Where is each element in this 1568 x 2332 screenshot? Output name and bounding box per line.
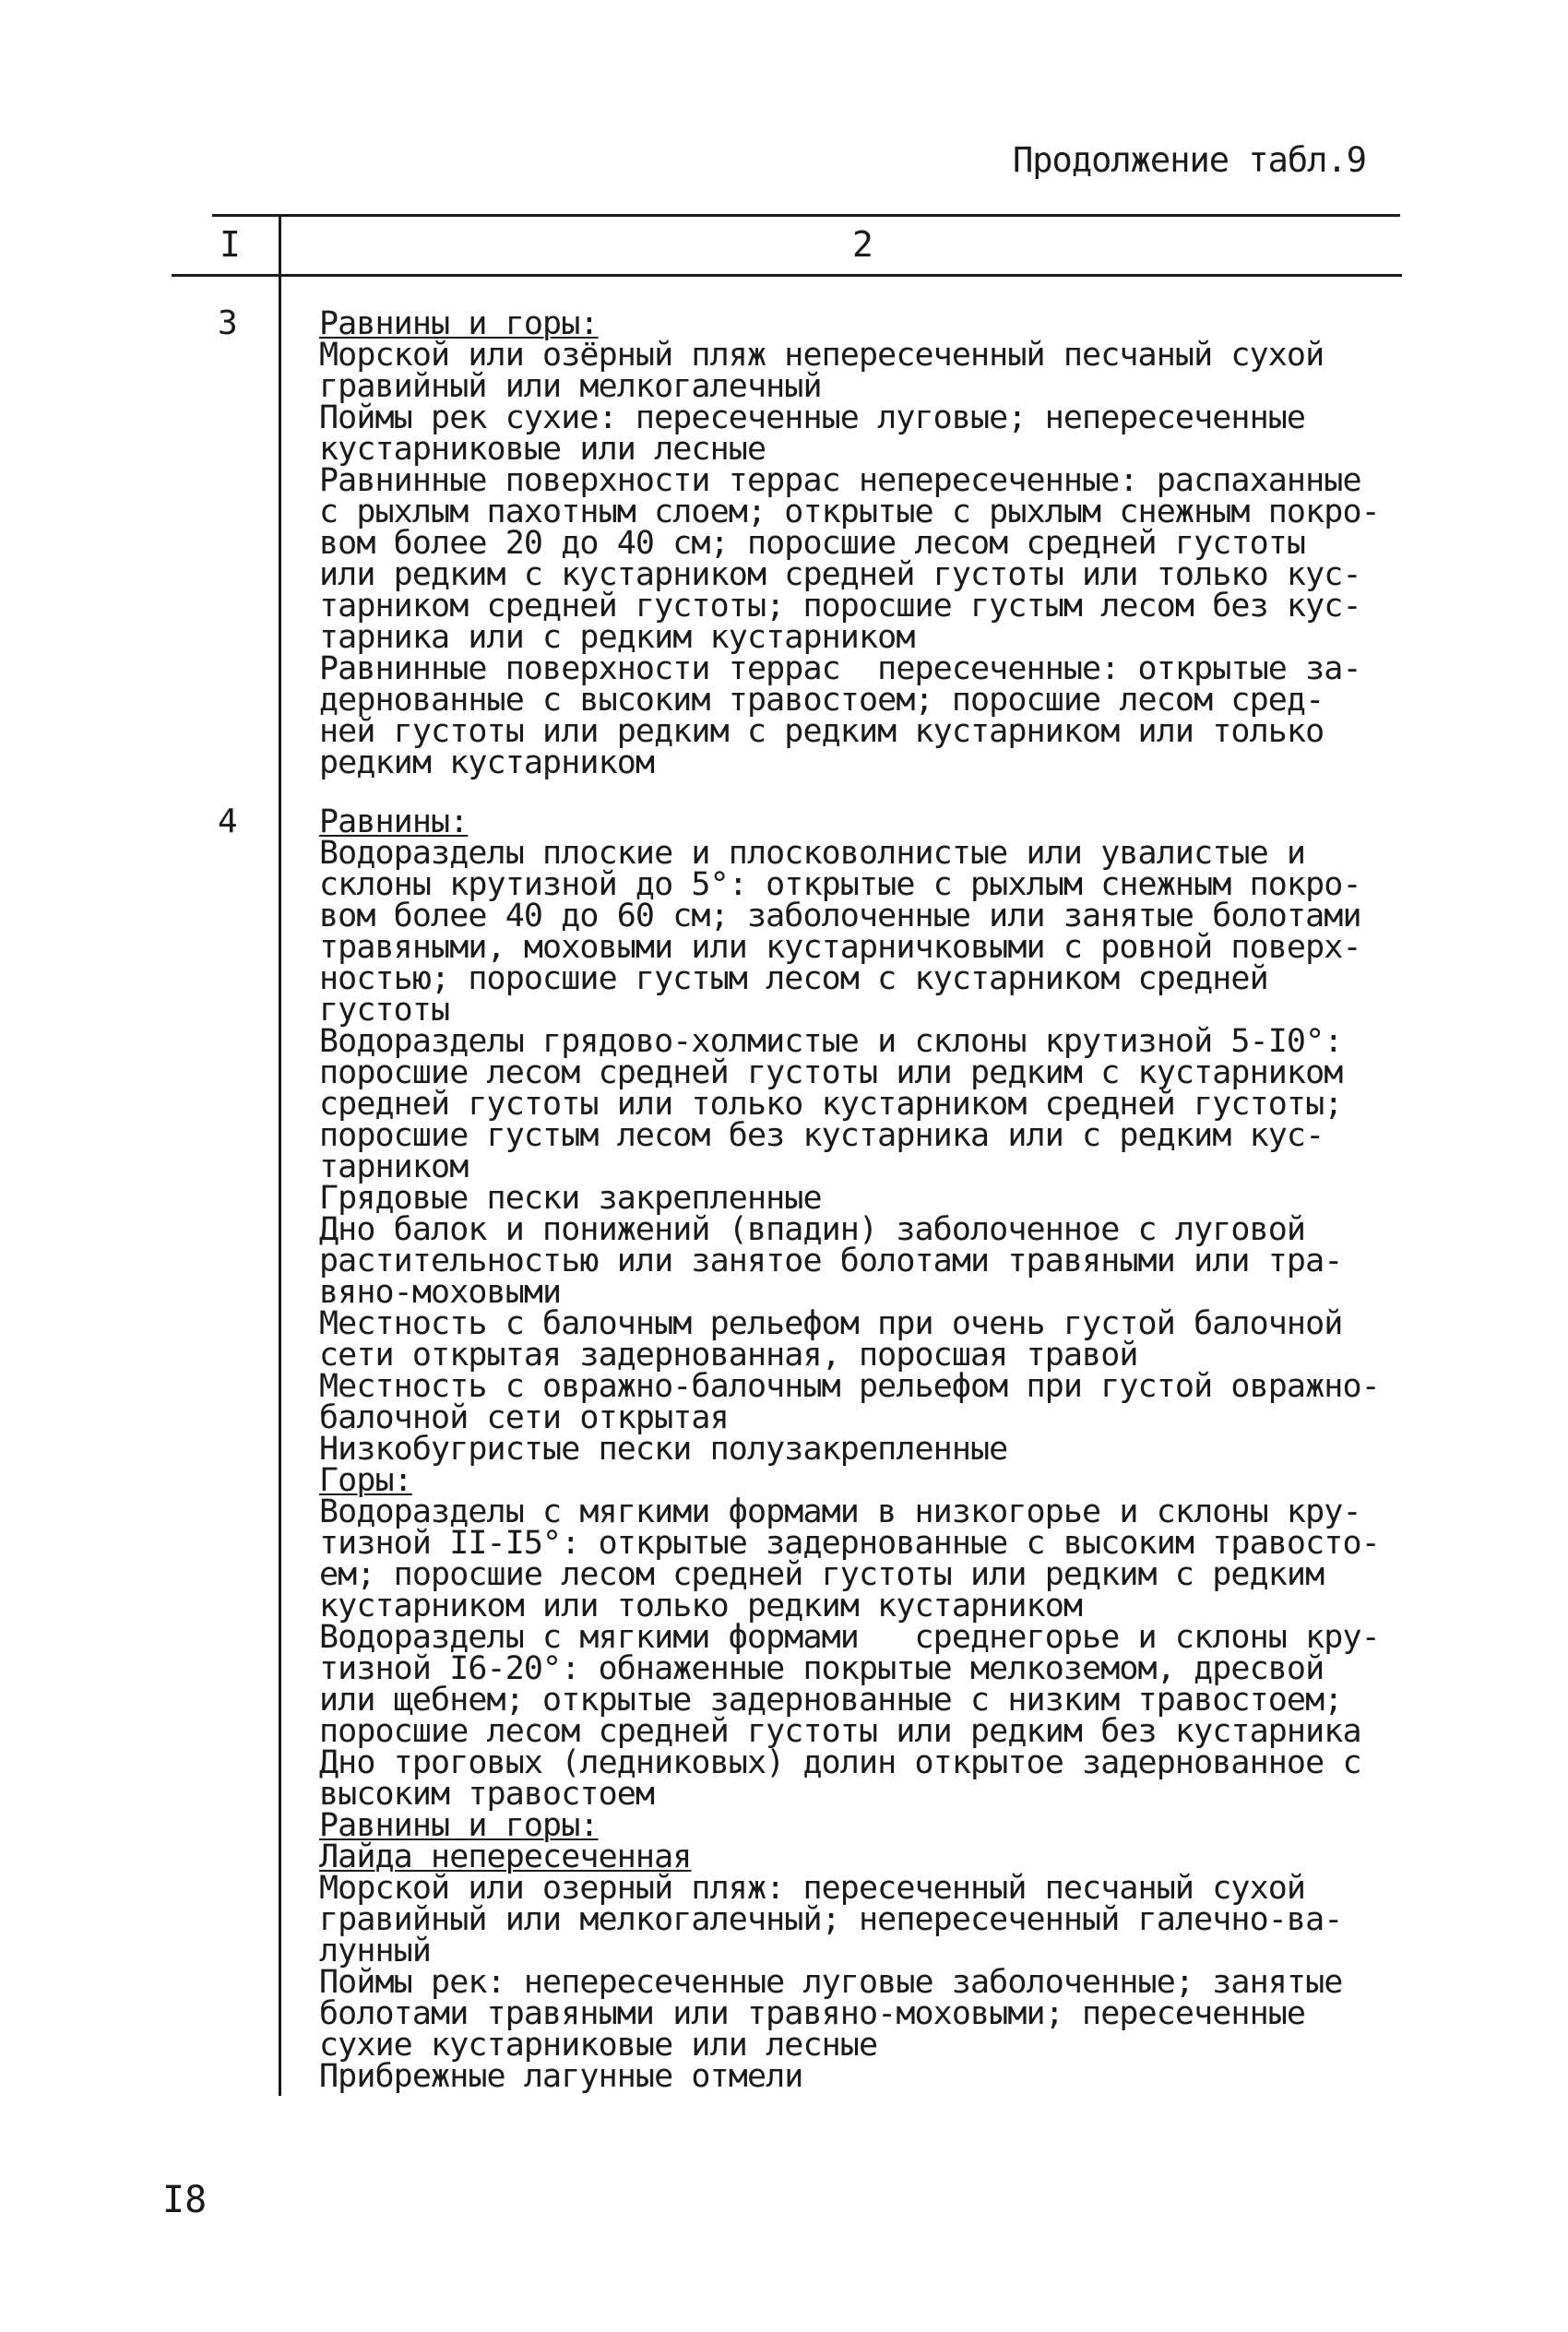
column-divider [279,214,281,2096]
description-line: гравийный или мелкогалечный; непересеченный галечно-ва- [319,1901,1343,1938]
table-top-rule [212,214,1400,217]
description-line: Поймы рек сухие: пересеченные луговые; непересеченные [319,399,1306,436]
row-description-block [319,305,1412,781]
description-line: Морской или озерный пляж: пересеченный песчаный сухой [319,1870,1306,1907]
description-line: дернованные с высоким травостоем; поросшие лесом сред- [319,682,1324,719]
description-line: Низкобугристые пески полузакрепленные [319,1431,1008,1468]
description-line: растительностью или занятое болотами травяными или тра- [319,1243,1343,1279]
description-line: Грядовые пески закрепленные [319,1180,822,1217]
description-line: поросшие лесом средней густоты или редким без кустарника [319,1713,1361,1750]
description-line: Прибрежные лагунные отмели [319,2058,803,2095]
description-line: балочной сети открытая [319,1399,729,1436]
description-line: или редким с кустарником средней густоты или только кус- [319,556,1361,593]
description-line: Морской или озёрный пляж непересеченный песчаный сухой [319,337,1324,374]
description-line: вом более 40 до 60 см; заболоченные или занятые болотами [319,898,1361,934]
description-line: лунный [319,1933,432,1969]
row-number: 3 [218,304,238,342]
description-line: склоны крутизной до 5°: открытые с рыхлым снежным покро- [319,866,1361,903]
description-line: Равнинные поверхности террас пересеченные: открытые за- [319,650,1361,687]
column-header-1: I [220,224,241,265]
description-line: Поймы рек: непересеченные луговые заболоченные; занятые [319,1964,1343,2001]
section-heading: Равнины: [319,803,469,840]
description-line: тизной I6-20°: обнаженные покрытые мелкоземом, дресвой [319,1650,1324,1687]
description-line: высоким травостоем [319,1776,655,1813]
description-line: Дно балок и понижений (впадин) заболоченное с луговой [319,1211,1306,1248]
description-line: вом более 20 до 40 см; поросшие лесом средней густоты [319,525,1306,562]
section-heading: Равнины и горы: [319,305,599,342]
description-line: или щебнем; открытые задернованные с низким травостоем; [319,1682,1343,1719]
description-line: болотами травяными или травяно-моховыми; пересеченные [319,1995,1306,2032]
section-heading: Лайда непересеченная [319,1838,692,1875]
page-number: I8 [162,2179,208,2221]
description-line: Водоразделы плоские и плосковолнистые или увалистые и [319,835,1306,872]
description-line: Местность с балочным рельефом при очень густой балочной [319,1305,1343,1342]
description-line: Местность с овражно-балочным рельефом при густой овражно- [319,1368,1380,1405]
table-header-rule [172,274,1402,277]
description-line: гравийный или мелкогалечный [319,368,822,405]
description-line: Водоразделы с мягкими формами в низкогорье и склоны кру- [319,1493,1361,1530]
description-line: поросшие густым лесом без кустарника или с редким кус- [319,1117,1324,1154]
description-line: сухие кустарниковые или лесные [319,2027,878,2064]
description-line: тизной II-I5°: открытые задернованные с высоким травосто- [319,1525,1380,1562]
description-line: ностью; поросшие густым лесом с кустарником средней [319,960,1268,997]
description-line: ней густоты или редким с редким кустарником или только [319,713,1324,750]
description-line: Равнинные поверхности террас непересеченные: распаханные [319,462,1361,499]
row-description-block [319,803,1412,2095]
column-header-2: 2 [852,224,873,265]
section-heading: Горы: [319,1462,412,1499]
description-line: с рыхлым пахотным слоем; открытые с рыхлым снежным покро- [319,494,1380,530]
description-line: кустарником или только редким кустарником [319,1588,1083,1624]
description-line: кустарниковые или лесные [319,431,766,468]
description-line: Водоразделы грядово-холмистые и склоны крутизной 5-I0°: [319,1023,1343,1060]
description-line: тарника или с редким кустарником [319,619,915,656]
description-line: редким кустарником [319,744,655,781]
table-continuation-caption: Продолжение табл.9 [1013,140,1366,180]
description-line: Водоразделы с мягкими формами среднегорье и склоны кру- [319,1619,1380,1656]
description-line: тарником [319,1148,469,1185]
description-line: травяными, моховыми или кустарничковыми с ровной поверх- [319,929,1361,966]
description-line: густоты [319,992,450,1029]
description-line: Дно троговых (ледниковых) долин открытое задернованное с [319,1744,1361,1781]
description-line: средней густоты или только кустарником средней густоты; [319,1086,1343,1123]
description-line: поросшие лесом средней густоты или редким с кустарником [319,1054,1343,1091]
description-line: ем; поросшие лесом средней густоты или редким с редким [319,1556,1324,1593]
description-line: сети открытая задернованная, поросшая травой [319,1337,1138,1374]
row-number: 4 [218,803,238,840]
description-line: тарником средней густоты; поросшие густым лесом без кус- [319,588,1361,625]
section-heading: Равнины и горы: [319,1807,599,1844]
description-line: вяно-моховыми [319,1274,562,1311]
